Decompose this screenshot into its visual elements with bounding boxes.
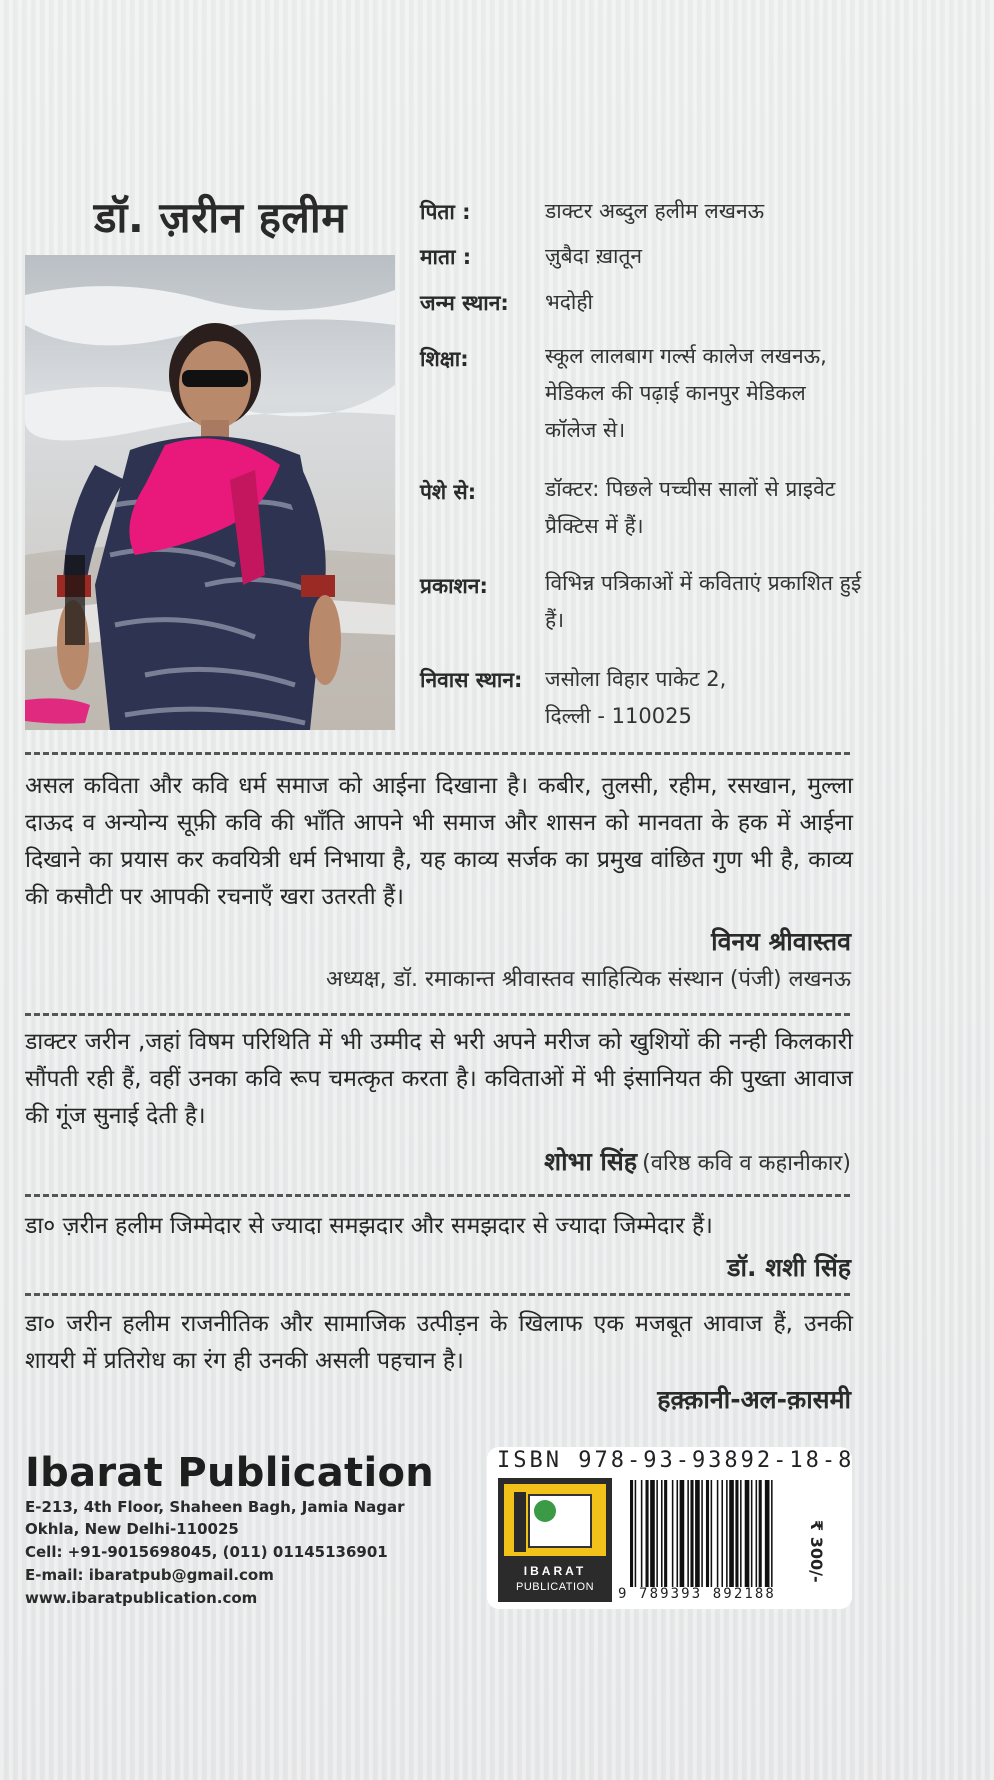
barcode-bar <box>641 1480 643 1587</box>
barcode-bar <box>765 1480 770 1587</box>
review-author-4: हक़्क़ानी-अल-क़ासमी <box>657 1385 851 1414</box>
bio-value-publication: विभिन्न पत्रिकाओं में कविताएं प्रकाशित हुई हैं। <box>545 571 862 632</box>
price: ₹ 300/- <box>807 1520 826 1583</box>
barcode-bar <box>664 1480 667 1587</box>
barcode-digits: 9 789393 892188 <box>618 1586 776 1602</box>
bio-value-profession: डॉक्टर: पिछले पच्चीस सालों से प्राइवेट प्रैक्टिस में हैं। <box>545 477 836 538</box>
divider <box>25 1013 850 1016</box>
bio-value-education: स्कूल लालबाग गर्ल्स कालेज लखनऊ, मेडिकल की पढ़ाई कानपुर मेडिकल कॉलेज से। <box>545 344 827 442</box>
barcode-bar <box>680 1480 685 1587</box>
barcode-bar <box>740 1480 742 1587</box>
publisher-phone: Cell: +91-9015698045, (011) 01145136901 <box>25 1543 388 1561</box>
barcode-bar <box>677 1480 679 1587</box>
bio-value-birthplace: भदोही <box>545 290 593 314</box>
review-signature-2 <box>544 1144 851 1178</box>
review-author-3: डॉ. शशी सिंह <box>727 1253 851 1282</box>
bio-label-mother: माता : <box>420 245 472 269</box>
publisher-website: www.ibaratpublication.com <box>25 1589 258 1607</box>
barcode-bar <box>745 1480 750 1587</box>
barcode-bar <box>661 1480 663 1587</box>
review-role-2: (वरिष्ठ कवि व कहानीकार) <box>642 1151 851 1176</box>
review-text-2: डाक्टर जरीन ,जहां विषम परिथिति में भी उम्मीद से भरी अपने मरीज को खुशियों की नन्ही किलकारी सौंपती रही हैं, वहीं उनका कवि रूप चमत्कृत करता है। कविताओं में भी इंसानियत की पुख्ता आवाज की गूंज सुनाई देती है। <box>25 1029 853 1129</box>
review-text-3: डा० ज़रीन हलीम जिम्मेदार से ज्यादा समझदार और समझदार से ज्यादा जिम्मेदार हैं। <box>25 1213 713 1239</box>
divider <box>25 752 850 755</box>
barcode-bar <box>721 1480 723 1587</box>
barcode-bar <box>717 1480 719 1587</box>
barcode-bar <box>729 1480 734 1587</box>
barcode-bar <box>735 1480 738 1587</box>
logo-mark <box>504 1484 606 1556</box>
author-photo <box>25 255 395 730</box>
divider <box>25 1293 850 1296</box>
review-role-1: अध्यक्ष, डॉ. रमाकान्त श्रीवास्तव साहित्यिक संस्थान (पंजी) लखनऊ <box>325 967 851 992</box>
bio-label-father: पिता : <box>420 200 471 224</box>
barcode-bar <box>726 1480 728 1587</box>
barcode-bar <box>630 1480 633 1587</box>
author-name: डॉ. ज़रीन हलीम <box>94 193 347 242</box>
publisher-address-2: Okhla, New Delhi-110025 <box>25 1520 239 1538</box>
publisher-email: E-mail: ibaratpub@gmail.com <box>25 1566 274 1584</box>
barcode-bar <box>672 1480 674 1587</box>
bio-value-father: डाक्टर अब्दुल हलीम लखनऊ <box>545 199 765 223</box>
review-text-4: डा० जरीन हलीम राजनीतिक और सामाजिक उत्पीड़न के खिलाफ एक मजबूत आवाज हैं, उनकी शायरी में प्रतिरोध का रंग ही उनकी असली पहचान है। <box>25 1311 853 1374</box>
review-author-1: विनय श्रीवास्तव <box>711 927 851 956</box>
barcode-bar <box>690 1480 693 1587</box>
bio-label-education: शिक्षा: <box>420 347 469 371</box>
barcode-bar <box>646 1480 649 1587</box>
barcode-bar <box>635 1480 637 1587</box>
barcode-bar <box>701 1480 703 1587</box>
review-text-1: असल कविता और कवि धर्म समाज को आईना दिखाना है। कबीर, तुलसी, रहीम, रसखान, मुल्ला दाऊद व अन्योन्य सूफ़ी कवि की भाँति आपने भी समाज और शासन को मानवता के हक में आईना दिखाने का प्रयास कर कवयित्री धर्म निभाया है, यह काव्य सर्जक का प्रमुख वांछित गुण भी है, काव्य की कसौटी पर आपकी रचनाएँ खरा उतरती हैं। <box>25 773 853 910</box>
barcode-bar <box>650 1480 655 1587</box>
bio-label-publication: प्रकाशन: <box>420 574 488 598</box>
bio-value-residence-city: दिल्ली - 110025 <box>545 704 692 728</box>
bio-label-profession: पेशे से: <box>420 480 477 504</box>
divider <box>25 1194 850 1197</box>
barcode-bar <box>687 1480 689 1587</box>
barcode-bar <box>695 1480 700 1587</box>
publisher-name: Ibarat Publication <box>25 1450 435 1496</box>
bio-label-residence: निवास स्थान: <box>420 668 523 692</box>
logo-text-1: IBARAT <box>523 1564 587 1578</box>
barcode-bar <box>759 1480 762 1587</box>
barcode-bar <box>771 1480 773 1587</box>
barcode <box>630 1480 820 1587</box>
publisher-logo <box>498 1478 612 1602</box>
isbn-label: ISBN 978-93-93892-18-8 <box>497 1448 855 1473</box>
barcode-bar <box>656 1480 658 1587</box>
review-author-2: शोभा सिंह <box>544 1147 638 1176</box>
bio-label-birthplace: जन्म स्थान: <box>420 291 509 315</box>
barcode-bar <box>756 1480 758 1587</box>
barcode-bar <box>706 1480 709 1587</box>
bio-value-mother: ज़ुबैदा ख़ातून <box>545 244 643 268</box>
barcode-bar <box>711 1480 713 1587</box>
barcode-bar <box>751 1480 753 1587</box>
logo-text-2: PUBLICATION <box>515 1581 595 1593</box>
publisher-address-1: E-213, 4th Floor, Shaheen Bagh, Jamia Nagar <box>25 1498 405 1516</box>
bio-value-residence: जसोला विहार पाकेट 2, <box>545 667 727 691</box>
